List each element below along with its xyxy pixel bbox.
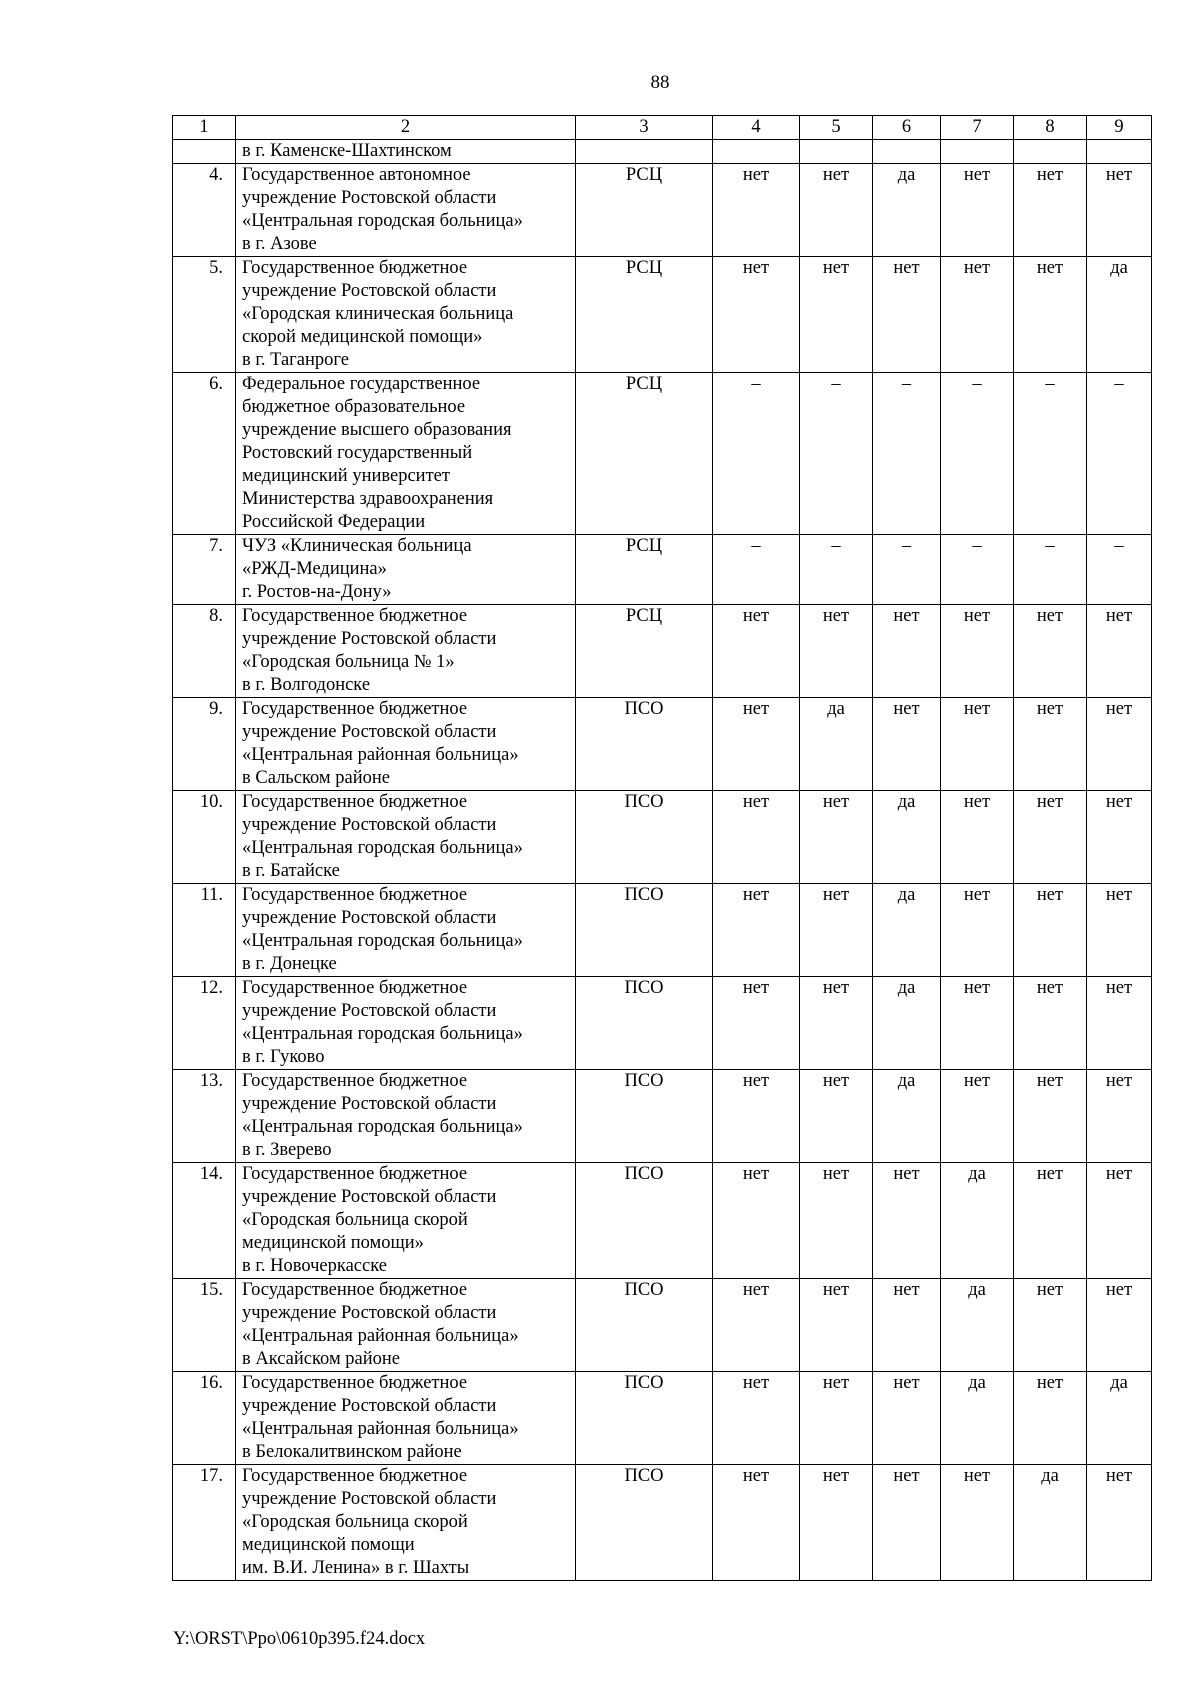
value-cell: нет (800, 1465, 873, 1581)
value-cell: нет (941, 884, 1014, 977)
header-cell: 1 (173, 116, 236, 140)
value-cell: нет (713, 1279, 800, 1372)
value-cell: нет (800, 1279, 873, 1372)
institution-name-cell: Государственное бюджетное учреждение Ростовской области «Центральная районная больница» в Белокалитвинском районе (236, 1372, 576, 1465)
table-row (173, 884, 1152, 977)
page-number: 88 (650, 72, 670, 93)
row-number-cell: 6. (173, 373, 236, 535)
value-cell: нет (1014, 1279, 1087, 1372)
value-cell: – (1014, 535, 1087, 605)
value-cell: нет (1087, 605, 1152, 698)
value-cell: да (941, 1372, 1014, 1465)
center-type-cell: РСЦ (576, 257, 713, 373)
value-cell: нет (873, 257, 941, 373)
value-cell (873, 140, 941, 164)
header-cell: 7 (941, 116, 1014, 140)
value-cell: нет (713, 1070, 800, 1163)
value-cell: нет (800, 1372, 873, 1465)
value-cell: нет (1014, 257, 1087, 373)
value-cell: – (1087, 373, 1152, 535)
institution-name-cell: Государственное бюджетное учреждение Ростовской области «Городская больница скорой медицинской помощи им. В.И. Ленина» в г. Шахты (236, 1465, 576, 1581)
value-cell: да (941, 1163, 1014, 1279)
value-cell: нет (800, 1163, 873, 1279)
value-cell: нет (1087, 1465, 1152, 1581)
value-cell: да (873, 791, 941, 884)
center-type-cell: ПСО (576, 1163, 713, 1279)
value-cell: нет (800, 884, 873, 977)
institution-name-cell: в г. Каменске-Шахтинском (236, 140, 576, 164)
value-cell: да (1087, 257, 1152, 373)
value-cell: нет (713, 884, 800, 977)
value-cell: нет (800, 257, 873, 373)
value-cell: да (941, 1279, 1014, 1372)
value-cell: да (873, 977, 941, 1070)
institution-name-cell: Государственное бюджетное учреждение Ростовской области «Городская больница № 1» в г. Волгодонске (236, 605, 576, 698)
value-cell: нет (713, 791, 800, 884)
facilities-table (172, 115, 1152, 1581)
institution-name-cell: ЧУЗ «Клиническая больница «РЖД-Медицина» г. Ростов-на-Дону» (236, 535, 576, 605)
center-type-cell: ПСО (576, 1070, 713, 1163)
header-cell: 2 (236, 116, 576, 140)
center-type-cell: ПСО (576, 977, 713, 1070)
header-cell: 8 (1014, 116, 1087, 140)
value-cell: – (941, 373, 1014, 535)
institution-name-cell: Государственное бюджетное учреждение Ростовской области «Центральная городская больница» в г. Гуково (236, 977, 576, 1070)
value-cell: нет (713, 257, 800, 373)
value-cell: нет (1087, 977, 1152, 1070)
value-cell: да (800, 698, 873, 791)
value-cell: нет (713, 164, 800, 257)
value-cell: нет (713, 698, 800, 791)
value-cell: нет (941, 164, 1014, 257)
table-row (173, 257, 1152, 373)
value-cell: нет (1014, 791, 1087, 884)
value-cell: – (800, 373, 873, 535)
value-cell: нет (713, 1163, 800, 1279)
value-cell: нет (800, 164, 873, 257)
center-type-cell: ПСО (576, 698, 713, 791)
value-cell: – (1014, 373, 1087, 535)
center-type-cell (576, 140, 713, 164)
row-number-cell: 17. (173, 1465, 236, 1581)
table-row (173, 698, 1152, 791)
value-cell: да (873, 884, 941, 977)
value-cell: – (941, 535, 1014, 605)
header-cell: 3 (576, 116, 713, 140)
value-cell: – (713, 535, 800, 605)
institution-name-cell: Государственное бюджетное учреждение Ростовской области «Городская клиническая больница скорой медицинской помощи» в г. Таганроге (236, 257, 576, 373)
value-cell: нет (941, 1465, 1014, 1581)
value-cell: нет (941, 791, 1014, 884)
footer-file-path: Y:\ORST\Ppo\0610p395.f24.docx (173, 1629, 426, 1649)
table-row (173, 1279, 1152, 1372)
table-header-row (173, 116, 1152, 140)
table-row (173, 977, 1152, 1070)
value-cell: – (800, 535, 873, 605)
row-number-cell: 10. (173, 791, 236, 884)
row-number-cell: 9. (173, 698, 236, 791)
center-type-cell: ПСО (576, 1372, 713, 1465)
row-number-cell: 7. (173, 535, 236, 605)
value-cell: – (713, 373, 800, 535)
value-cell: нет (713, 1465, 800, 1581)
row-number-cell: 13. (173, 1070, 236, 1163)
value-cell: нет (800, 605, 873, 698)
center-type-cell: РСЦ (576, 164, 713, 257)
table-row (173, 1372, 1152, 1465)
value-cell (1014, 140, 1087, 164)
header-cell: 4 (713, 116, 800, 140)
value-cell: нет (713, 1372, 800, 1465)
value-cell: нет (713, 605, 800, 698)
value-cell: нет (941, 257, 1014, 373)
row-number-cell: 15. (173, 1279, 236, 1372)
center-type-cell: РСЦ (576, 605, 713, 698)
value-cell: нет (1087, 698, 1152, 791)
value-cell (1087, 140, 1152, 164)
value-cell: нет (1014, 1372, 1087, 1465)
header-cell: 5 (800, 116, 873, 140)
value-cell: – (1087, 535, 1152, 605)
institution-name-cell: Федеральное государственное бюджетное образовательное учреждение высшего образования Ростовский государственный медицинский университет Министерства здравоохранения Российской Федерации (236, 373, 576, 535)
table-row (173, 1070, 1152, 1163)
table-row (173, 373, 1152, 535)
table-row (173, 605, 1152, 698)
value-cell: нет (1087, 1070, 1152, 1163)
center-type-cell: ПСО (576, 1279, 713, 1372)
table-row (173, 140, 1152, 164)
row-number-cell: 4. (173, 164, 236, 257)
value-cell: нет (1087, 884, 1152, 977)
table-row (173, 1465, 1152, 1581)
value-cell: – (873, 373, 941, 535)
institution-name-cell: Государственное бюджетное учреждение Ростовской области «Центральная городская больница» в г. Батайске (236, 791, 576, 884)
value-cell: нет (873, 698, 941, 791)
value-cell: нет (941, 977, 1014, 1070)
value-cell: нет (1014, 1070, 1087, 1163)
header-cell: 6 (873, 116, 941, 140)
center-type-cell: РСЦ (576, 535, 713, 605)
center-type-cell: ПСО (576, 884, 713, 977)
value-cell: нет (1014, 605, 1087, 698)
value-cell: нет (1087, 791, 1152, 884)
row-number-cell: 5. (173, 257, 236, 373)
institution-name-cell: Государственное бюджетное учреждение Ростовской области «Центральная районная больница» в Аксайском районе (236, 1279, 576, 1372)
institution-name-cell: Государственное бюджетное учреждение Ростовской области «Центральная районная больница» в Сальском районе (236, 698, 576, 791)
center-type-cell: ПСО (576, 1465, 713, 1581)
value-cell (941, 140, 1014, 164)
row-number-cell: 11. (173, 884, 236, 977)
institution-name-cell: Государственное бюджетное учреждение Ростовской области «Центральная городская больница» в г. Зверево (236, 1070, 576, 1163)
value-cell: нет (1014, 698, 1087, 791)
row-number-cell: 16. (173, 1372, 236, 1465)
value-cell: нет (1087, 164, 1152, 257)
value-cell: нет (1087, 1163, 1152, 1279)
institution-name-cell: Государственное бюджетное учреждение Ростовской области «Центральная городская больница» в г. Донецке (236, 884, 576, 977)
institution-name-cell: Государственное бюджетное учреждение Ростовской области «Городская больница скорой медицинской помощи» в г. Новочеркасске (236, 1163, 576, 1279)
value-cell: нет (800, 977, 873, 1070)
value-cell (800, 140, 873, 164)
row-number-cell: 12. (173, 977, 236, 1070)
value-cell: нет (713, 977, 800, 1070)
value-cell: нет (873, 1163, 941, 1279)
value-cell: нет (1087, 1279, 1152, 1372)
table-row (173, 791, 1152, 884)
row-number-cell: 14. (173, 1163, 236, 1279)
value-cell: нет (800, 791, 873, 884)
value-cell: нет (873, 1279, 941, 1372)
value-cell: нет (873, 605, 941, 698)
value-cell: нет (1014, 164, 1087, 257)
value-cell: нет (873, 1465, 941, 1581)
value-cell: нет (941, 698, 1014, 791)
value-cell: нет (941, 605, 1014, 698)
row-number-cell: 8. (173, 605, 236, 698)
value-cell: нет (800, 1070, 873, 1163)
table-row (173, 1163, 1152, 1279)
value-cell (713, 140, 800, 164)
value-cell: да (873, 164, 941, 257)
row-number-cell (173, 140, 236, 164)
value-cell: нет (941, 1070, 1014, 1163)
center-type-cell: ПСО (576, 791, 713, 884)
value-cell: нет (1014, 977, 1087, 1070)
table-row (173, 164, 1152, 257)
institution-name-cell: Государственное автономное учреждение Ростовской области «Центральная городская больница» в г. Азове (236, 164, 576, 257)
value-cell: да (1014, 1465, 1087, 1581)
table-row (173, 535, 1152, 605)
value-cell: нет (1014, 884, 1087, 977)
value-cell: нет (1014, 1163, 1087, 1279)
value-cell: да (1087, 1372, 1152, 1465)
center-type-cell: РСЦ (576, 373, 713, 535)
header-cell: 9 (1087, 116, 1152, 140)
value-cell: – (873, 535, 941, 605)
value-cell: нет (873, 1372, 941, 1465)
value-cell: да (873, 1070, 941, 1163)
